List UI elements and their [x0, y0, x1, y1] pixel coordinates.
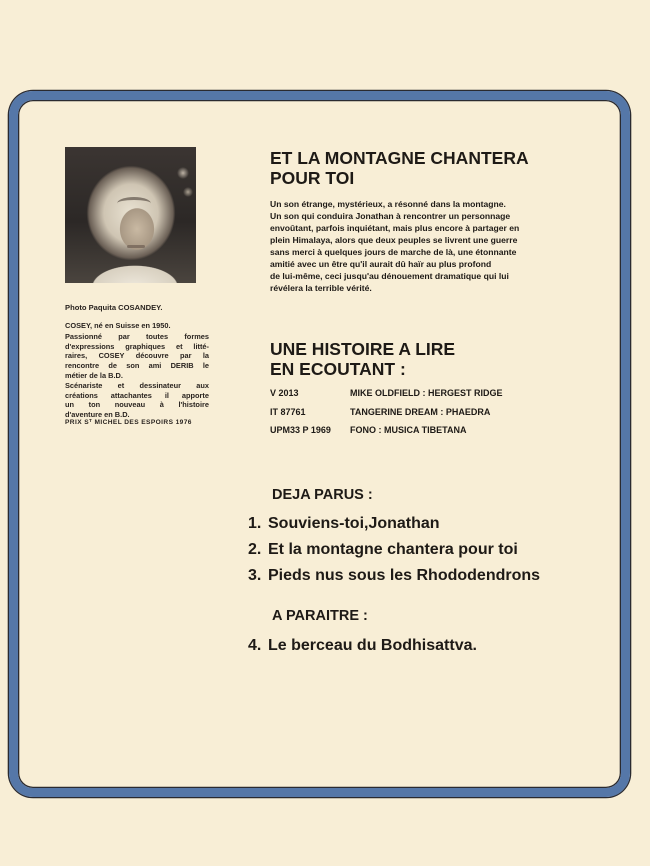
- bio-line: créations attachantes il apporte: [65, 390, 209, 400]
- listening-heading: [270, 339, 455, 379]
- published-heading: DEJA PARUS :: [272, 487, 373, 503]
- photo-credit: Photo Paquita COSANDEY.: [65, 303, 163, 312]
- story-synopsis: [270, 198, 570, 294]
- book-item: [248, 541, 540, 567]
- book-title: Pieds nus sous les Rhododendrons: [268, 567, 541, 584]
- story-title: [270, 148, 529, 188]
- upcoming-list: [248, 637, 477, 663]
- synopsis-line: envoûtant, parfois inquiétant, mais plus encore à partager en: [270, 223, 520, 233]
- record-title: MIKE OLDFIELD : HERGEST RIDGE: [350, 388, 503, 398]
- record-title: TANGERINE DREAM : PHAEDRA: [350, 406, 491, 417]
- synopsis-line: de lui-même, ceci jusqu'au dénouement dramatique qui lui: [270, 271, 509, 281]
- synopsis-line: sans merci à quelques jours de marche de là, une étonnante: [270, 247, 517, 257]
- listening-heading-line: UNE HISTOIRE A LIRE: [270, 339, 456, 359]
- story-title-line: POUR TOI: [270, 168, 355, 188]
- record-title: FONO : MUSICA TIBETANA: [350, 425, 467, 435]
- award-suffix: MICHEL DES ESPOIRS 1976: [92, 419, 192, 426]
- synopsis-line: plein Himalaya, alors que deux peuples se livrent une guerre: [270, 235, 518, 245]
- story-title-line: ET LA MONTAGNE CHANTERA: [270, 148, 529, 168]
- award-superscript: T: [89, 418, 93, 423]
- book-title: Souviens-toi,Jonathan: [268, 515, 440, 532]
- record-code: UPM33 P 1969: [270, 425, 331, 435]
- bio-line: raires, COSEY découvre par la: [65, 351, 209, 361]
- bio-line: Passionné par toutes formes: [65, 331, 209, 341]
- book-number: 3.: [248, 567, 262, 584]
- bio-line: un ton nouveau à l'histoire: [65, 400, 209, 410]
- synopsis-line: Un son qui conduira Jonathan à rencontrer un personnage: [270, 211, 511, 221]
- book-number: 1.: [248, 515, 262, 532]
- bio-line: d'expressions graphiques et litté-: [65, 341, 209, 351]
- record-code: V 2013: [270, 388, 299, 398]
- synopsis-line: Un son étrange, mystérieux, a résonné dans la montagne.: [270, 199, 506, 209]
- book-item: [248, 515, 540, 541]
- book-item: [248, 637, 477, 663]
- synopsis-line: amitié avec un être qu'il aurait dû haïr au plus profond: [270, 259, 492, 269]
- record-row: [270, 407, 503, 426]
- book-number: 4.: [248, 637, 262, 654]
- author-photo: [65, 147, 196, 283]
- book-title: Et la montagne chantera pour toi: [268, 541, 518, 558]
- bio-line: rencontre de son ami DERIB le: [65, 361, 209, 371]
- bio-line: Scénariste et dessinateur aux: [65, 380, 209, 390]
- photo-brow-shade: [117, 197, 151, 210]
- award-prefix: PRIX S: [65, 419, 90, 426]
- book-number: 2.: [248, 541, 262, 558]
- book-item: [248, 567, 540, 593]
- bio-line: métier de la B.D.: [65, 370, 123, 380]
- published-list: [248, 515, 540, 593]
- book-title: Le berceau du Bodhisattva.: [268, 637, 477, 654]
- record-list: [270, 388, 503, 444]
- photo-mouth-shade: [127, 245, 145, 248]
- author-bio: [65, 321, 209, 420]
- listening-heading-line: EN ECOUTANT :: [270, 359, 406, 379]
- record-row: [270, 388, 503, 407]
- bio-line: d'aventure en B.D.: [65, 410, 130, 420]
- upcoming-heading: A PARAITRE :: [272, 608, 368, 624]
- bio-line: COSEY, né en Suisse en 1950.: [65, 321, 171, 330]
- record-row: [270, 425, 503, 444]
- record-code: IT 87761: [270, 406, 306, 417]
- award-line: [65, 418, 192, 426]
- synopsis-line: révélera la terrible vérité.: [270, 283, 372, 293]
